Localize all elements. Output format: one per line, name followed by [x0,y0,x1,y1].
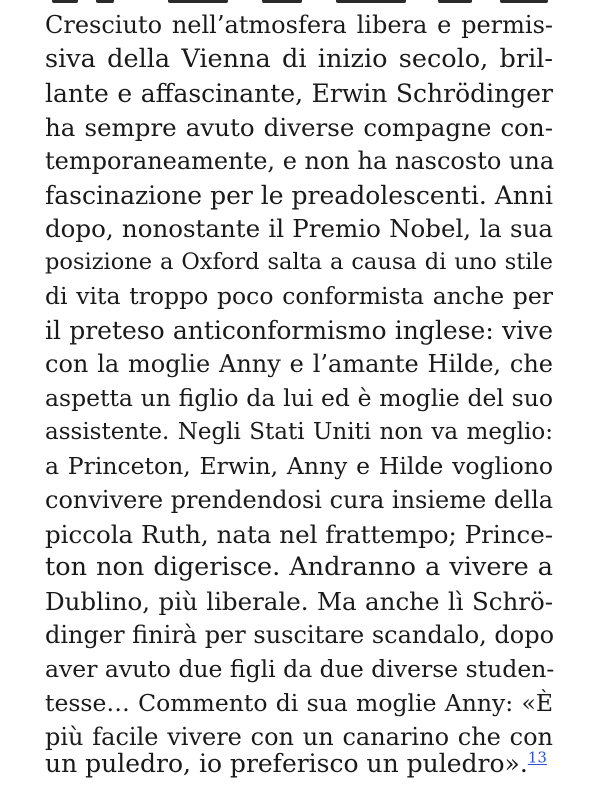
paragraph-line: ha sempre avuto diverse compagne con- [45,112,553,142]
paragraph-line: Cresciuto nell’atmosfera libera e permis- [45,11,553,39]
paragraph-line: aspetta un figlio da lui ed è moglie del suo [45,383,553,412]
paragraph-line: Dublino, più liberale. Ma anche lì Schrö- [45,587,553,617]
paragraph-line: convivere prendendosi cura insieme della [45,485,554,514]
paragraph-line: siva della Vienna di inizio secolo, bril- [45,43,553,74]
paragraph-line: tesse… Commento di sua moglie Anny: «È [45,689,553,717]
paragraph-line: a Princeton, Erwin, Anny e Hilde vogliono [45,451,553,480]
paragraph-line: temporaneamente, e non ha nascosto una [45,146,555,175]
paragraph-line: più facile vivere con un canarino che con [45,722,553,751]
paragraph-line: posizione a Oxford salta a causa di uno stile [45,249,553,276]
paragraph-line: dinger finirà per suscitare scandalo, dopo [45,621,555,650]
paragraph-last-line [45,746,553,781]
paragraph-last-line-text: un puledro, io preferisco un puledro». [45,749,528,778]
paragraph-line: il preteso anticonformismo inglese: vive [45,316,553,346]
paragraph-line: piccola Ruth, nata nel frattempo; Prince- [45,519,553,549]
paragraph-line: assistente. Negli Stati Uniti non va meglio: [45,418,553,445]
paragraph-line: fascinazione per le preadolescenti. Anni [45,180,553,210]
previous-line-remnant [0,0,600,4]
paragraph-line: ton non digerisce. Andranno a vivere a [45,552,553,583]
paragraph-line: dopo, nonostante il Premio Nobel, la sua [45,214,553,244]
paragraph-line: di vita troppo poco conformista anche per [45,282,553,311]
paragraph-line: lante e affascinante, Erwin Schrödinger [45,78,553,108]
paragraph-line: con la moglie Anny e l’amante Hilde, che [45,350,553,378]
paragraph-line: aver avuto due figli da due diverse studen- [45,655,555,684]
footnote-link[interactable]: 13 [527,748,547,767]
